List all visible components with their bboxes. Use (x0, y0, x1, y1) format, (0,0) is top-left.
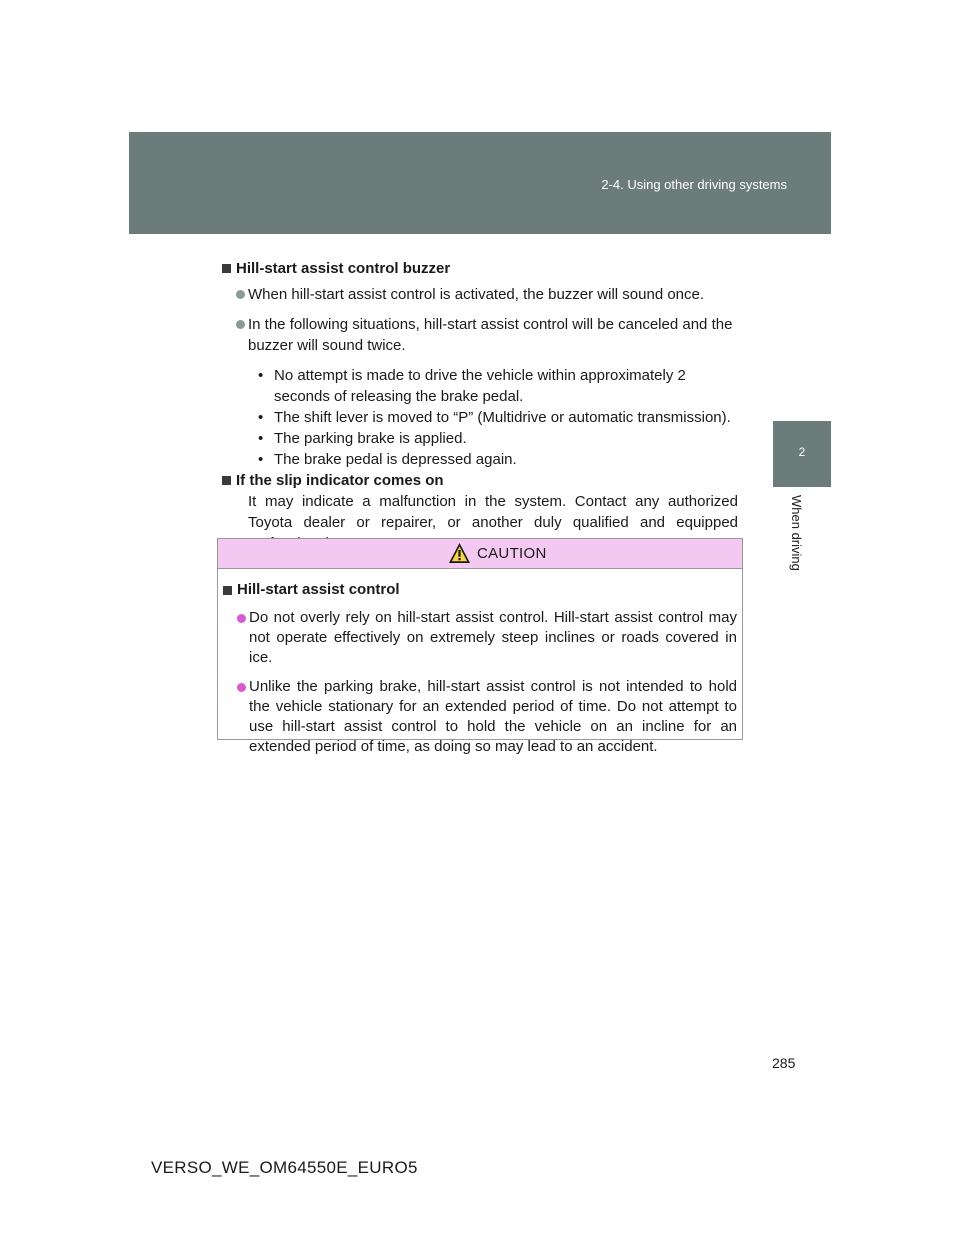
caution-bullet-1 (223, 608, 737, 668)
round-bullet-icon (237, 614, 246, 623)
buzzer-bullet-1 (222, 284, 738, 305)
warning-triangle-icon (448, 542, 471, 564)
list-item-text: The shift lever is moved to “P” (Multidrive or automatic transmission). (274, 409, 731, 426)
caution-heading-text: Hill-start assist control (237, 581, 400, 598)
round-bullet-icon (236, 320, 245, 329)
round-bullet-icon (237, 683, 246, 692)
small-bullet-icon: • (258, 367, 264, 384)
section-title: 2-4. Using other driving systems (601, 177, 787, 192)
caution-bullet-2 (223, 677, 737, 757)
list-item-text: The brake pedal is depressed again. (274, 451, 517, 468)
list-item (222, 449, 738, 470)
header-band (129, 132, 831, 234)
square-bullet-icon (222, 476, 231, 485)
chapter-number: 2 (798, 445, 806, 459)
chapter-label: When driving (789, 495, 804, 571)
buzzer-section-heading (222, 258, 738, 279)
buzzer-heading-text: Hill-start assist control buzzer (236, 260, 451, 277)
list-item (222, 365, 738, 407)
small-bullet-icon: • (258, 409, 264, 426)
slip-indicator-text: It may indicate a malfunction in the system. Contact any authorized Toyota dealer or repairer, or another duly qualified and equipped (248, 493, 738, 531)
slip-heading-text: If the slip indicator comes on (236, 472, 444, 489)
small-bullet-icon: • (258, 430, 264, 447)
buzzer-bullet-2 (222, 314, 738, 356)
cancel-conditions-list (222, 365, 738, 470)
caution-header (218, 539, 742, 569)
slip-indicator-heading (222, 470, 738, 491)
caution-body (223, 580, 737, 757)
square-bullet-icon (223, 586, 232, 595)
caution-title: CAUTION (477, 545, 547, 562)
small-bullet-icon: • (258, 451, 264, 468)
list-item-text: The parking brake is applied. (274, 430, 467, 447)
caution-bullet-1-text: Do not overly rely on hill-start assist control. Hill-start assist control may not operate effectively on extremely steep inclines or roads covered in ice. (249, 609, 737, 666)
list-item (222, 407, 738, 428)
buzzer-bullet-1-text: When hill-start assist control is activated, the buzzer will sound once. (248, 286, 705, 303)
list-item-text: No attempt is made to drive the vehicle within approximately 2 seconds of releasing the brake pedal. (274, 367, 686, 405)
buzzer-bullet-2-text: In the following situations, hill-start assist control will be canceled and the buzzer will sound twice. (248, 316, 733, 354)
caution-box (217, 538, 743, 755)
document-code: VERSO_WE_OM64550E_EURO5 (151, 1158, 418, 1177)
main-content (222, 258, 738, 554)
square-bullet-icon (222, 264, 231, 273)
round-bullet-icon (236, 290, 245, 299)
caution-heading (223, 580, 737, 600)
caution-bullet-2-text: Unlike the parking brake, hill-start assist control is not intended to hold the vehicle stationary for an extended period of time. Do not attempt to use hill-start assist control to hold the vehicle on an incline for an extended period of time, as doing so may lead to an accident. (249, 678, 737, 755)
chapter-tab (773, 421, 831, 487)
list-item (222, 428, 738, 449)
page-number: 285 (772, 1055, 796, 1071)
